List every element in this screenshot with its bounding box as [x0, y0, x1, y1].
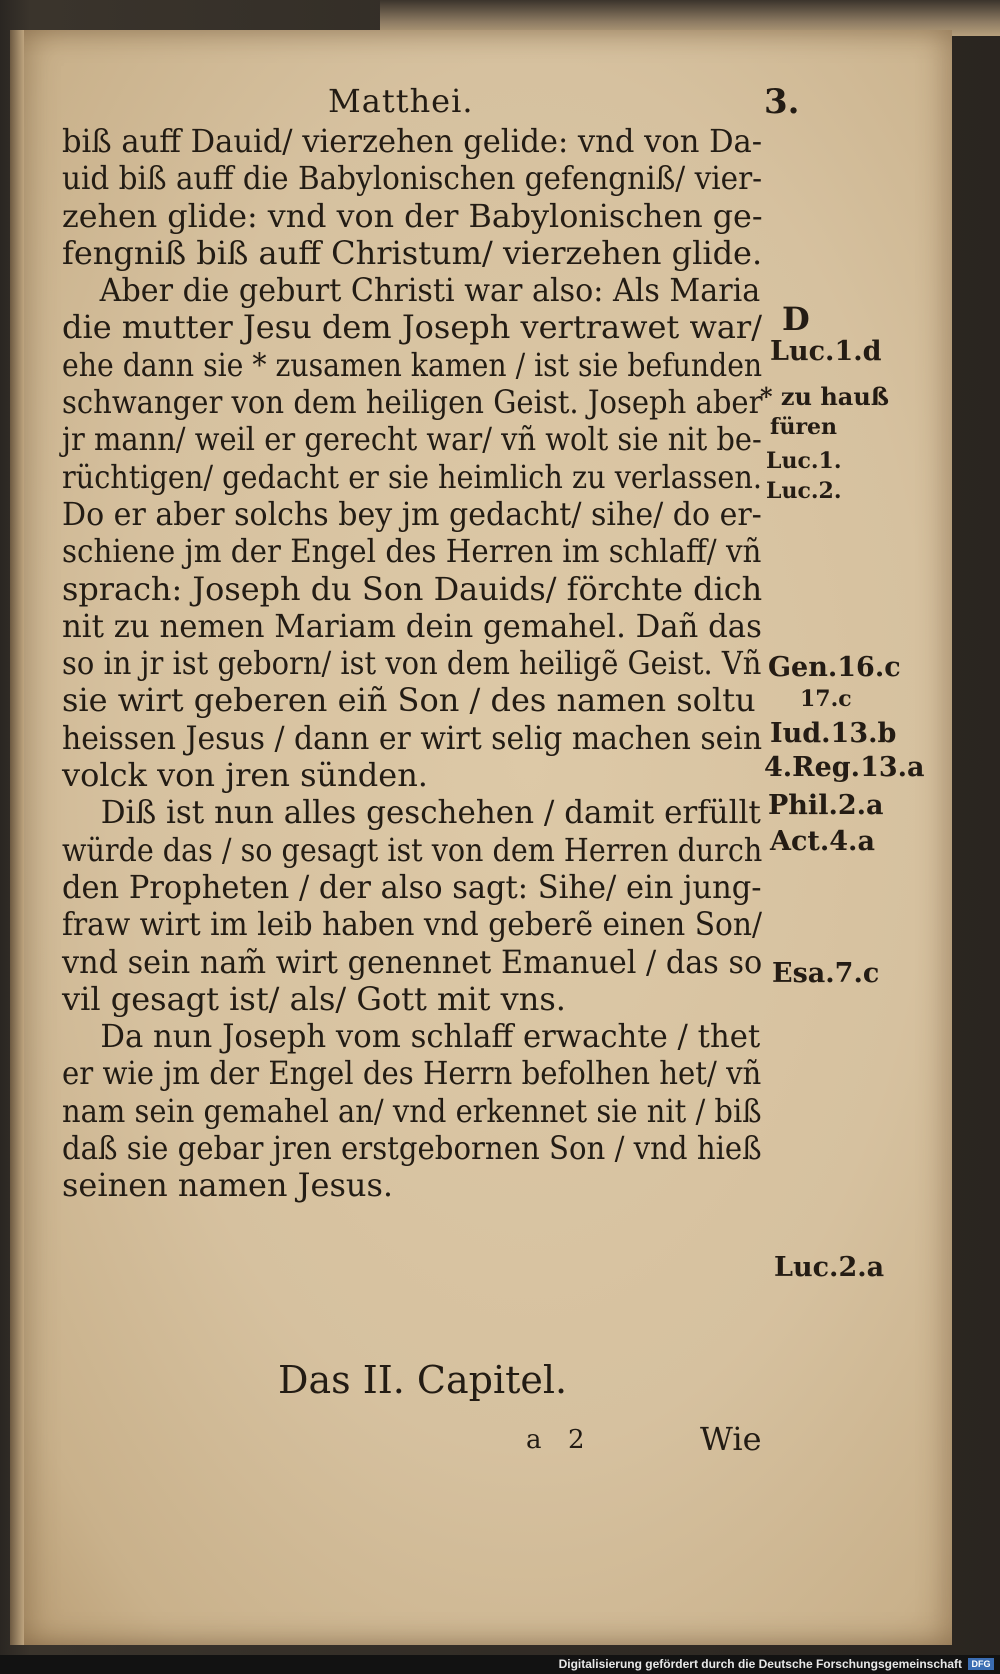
margin-note-luc1d: Luc.1.d [770, 336, 882, 367]
text-line: vnd sein nam̃ wirt genennet Emanuel / das so [62, 942, 763, 981]
funding-footer [0, 1655, 1000, 1674]
margin-note-gloss-2: füren [770, 414, 838, 440]
text-line: biß auff Dauid/ vierzehen gelide: vnd von Da- [62, 122, 763, 160]
text-line: sie wirt geberen eiñ Son / des namen soltu [62, 681, 756, 720]
margin-note-phil: Phil.2.a [768, 790, 884, 821]
text-line: zehen glide: vnd von der Babylonischen ge- [62, 196, 763, 235]
text-line: daß sie gebar jren erstgebornen Son / vnd hieß [62, 1129, 762, 1168]
catchword: Wie [700, 1420, 762, 1458]
text-line: vil gesagt ist/ als/ Gott mit vns. [62, 979, 566, 1018]
text-line: ehe dann sie * zusamen kamen / ist sie befunden [62, 345, 763, 384]
running-header: Matthei. [328, 82, 474, 120]
margin-note-luc2: Luc.2. [766, 478, 842, 504]
text-line: fengniß biß auff Christum/ vierzehen glide. [62, 233, 763, 272]
text-line: würde das / so gesagt ist von dem Herren durch [62, 830, 763, 869]
folio-number: 3. [764, 82, 800, 122]
text-line: rüchtigen/ gedacht er sie heimlich zu verlassen. [62, 457, 762, 496]
text-line: die mutter Jesu dem Joseph vertrawet war/ [62, 308, 762, 347]
text-line: uid biß auff die Babylonischen gefengniß/ vier- [62, 159, 763, 198]
text-line: so in jr ist geborn/ ist von dem heiligẽ Geist. Vñ [62, 644, 762, 683]
margin-note-luc2a: Luc.2.a [774, 1252, 885, 1283]
margin-note-section-letter: D [782, 300, 810, 338]
signature-number: 2 [568, 1425, 585, 1455]
margin-note-luc1: Luc.1. [766, 448, 842, 474]
margin-note-iud: Iud.13.b [770, 718, 897, 749]
text-line: nit zu nemen Mariam dein gemahel. Dañ das [62, 606, 762, 645]
text-line: Aber die geburt Christi war also: Als Maria [99, 271, 761, 310]
text-line: jr mann/ weil er gerecht war/ vñ wolt sie nit be- [62, 420, 762, 459]
text-line: seinen namen Jesus. [62, 1166, 394, 1205]
margin-note-act: Act.4.a [770, 826, 875, 857]
text-line: sprach: Joseph du Son Dauids/ förchte dich [62, 569, 763, 608]
text-line: heissen Jesus / dann er wirt selig machen sein [62, 718, 763, 757]
text-line: fraw wirt im leib haben vnd geberẽ einen Son/ [62, 905, 762, 944]
margin-note-gen-2: 17.c [800, 686, 852, 712]
text-line: nam sein gemahel an/ vnd erkennet sie nit / biß [62, 1091, 762, 1130]
text-line: Diß ist nun alles geschehen / damit erfüllt [100, 793, 761, 832]
text-line: Da nun Joseph vom schlaff erwachte / thet [100, 1017, 761, 1056]
text-line: er wie jm der Engel des Herrn befolhen het/ vñ [62, 1054, 762, 1093]
text-line: volck von jren sünden. [62, 756, 428, 795]
text-line: schiene jm der Engel des Herren im schlaff/ vñ [62, 532, 762, 571]
text-line: Do er aber solchs bey jm gedacht/ sihe/ do er- [62, 494, 762, 533]
chapter-heading: Das II. Capitel. [278, 1358, 568, 1402]
text-line: schwanger von dem heiligen Geist. Joseph aber [62, 383, 763, 422]
text-line: den Propheten / der also sagt: Sihe/ ein jung- [62, 867, 762, 906]
signature-mark: a [526, 1425, 542, 1455]
margin-note-gen: Gen.16.c [768, 652, 901, 683]
funding-credit: Digitalisierung gefördert durch die Deutsche Forschungsgemeinschaft [558, 1657, 962, 1671]
body-text [62, 123, 762, 1205]
margin-note-gloss: * zu hauß [760, 382, 890, 411]
margin-note-reg: 4.Reg.13.a [764, 752, 925, 783]
margin-note-esa: Esa.7.c [772, 958, 880, 989]
page-gutter-shadow [10, 30, 24, 1645]
dfg-logo: DFG [968, 1658, 994, 1670]
